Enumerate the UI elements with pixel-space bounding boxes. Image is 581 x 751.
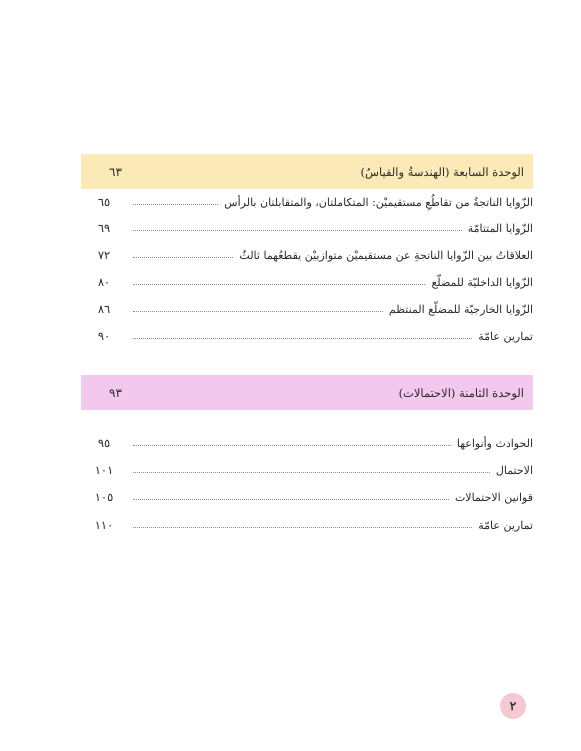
unit7-header (81, 154, 533, 189)
toc-row[interactable] (81, 514, 533, 532)
dot-leader (133, 471, 490, 473)
toc-entry-page: ٧٢ (97, 248, 111, 262)
toc-entry-title: قوانين الاحتمالات (454, 491, 533, 504)
unit7-title: الوحدة السابعة (الهندسةُ والقياسُ) (360, 164, 524, 179)
toc-entry-page: ٨٠ (97, 275, 111, 289)
toc-entry-page: ٦٩ (97, 221, 111, 235)
toc-entry-title: الحوادث وأنواعها (456, 437, 533, 450)
toc-entry-title: الاحتمال (495, 464, 533, 477)
toc-row[interactable] (81, 244, 533, 262)
toc-entry-title: الزّوايا الناتجةُ من تقاطُعِ مستقيميْن: المتكاملتان، والمتقابلتان بالرأس (224, 196, 533, 209)
toc-row[interactable] (81, 432, 533, 450)
dot-leader (133, 310, 383, 312)
toc-entry-page: ١٠٥ (94, 490, 114, 504)
toc-entry-page: ٩٠ (97, 329, 111, 343)
toc-entry-title: الزّوايا المتتامّة (467, 222, 533, 235)
dot-leader (133, 526, 472, 528)
dot-leader (133, 256, 233, 258)
toc-row[interactable] (81, 298, 533, 316)
toc-entry-title: العلاقاتُ بين الزّوايا الناتجةِ عن مستقيميْن متوازييْن يقطعُهما ثالثٌ (239, 249, 533, 262)
toc-entry-page: ٩٥ (97, 436, 111, 450)
toc-entry-title: تمارين عامّة (478, 519, 533, 532)
dot-leader (133, 283, 425, 285)
toc-entry-title: الزّوايا الداخليّة للمضلّع (431, 276, 533, 289)
unit7-page: ٦٣ (109, 164, 122, 179)
dot-leader (133, 203, 218, 205)
dot-leader (133, 444, 451, 446)
toc-row[interactable] (81, 325, 533, 343)
toc-row[interactable] (81, 459, 533, 477)
toc-row[interactable] (81, 191, 533, 209)
toc-entry-page: ٦٥ (97, 195, 111, 209)
dot-leader (133, 337, 472, 339)
toc-entry-page: ١٠١ (94, 463, 114, 477)
unit8-page: ٩٣ (109, 385, 122, 400)
toc-entry-title: تمارين عامّة (478, 330, 533, 343)
toc-entry-page: ١١٠ (94, 518, 114, 532)
dot-leader (133, 229, 462, 231)
toc-entry-title: الزّوايا الخارجيّة للمضلّع المنتظم (388, 303, 533, 316)
page-number: ٢ (509, 699, 517, 713)
unit8-title: الوحدة الثامنة (الاحتمالات) (398, 385, 524, 400)
dot-leader (133, 498, 449, 500)
toc-row[interactable] (81, 271, 533, 289)
unit8-header (81, 375, 533, 410)
page-number-badge (500, 693, 526, 719)
toc-row[interactable] (81, 217, 533, 235)
toc-row[interactable] (81, 486, 533, 504)
toc-entry-page: ٨٦ (97, 302, 111, 316)
